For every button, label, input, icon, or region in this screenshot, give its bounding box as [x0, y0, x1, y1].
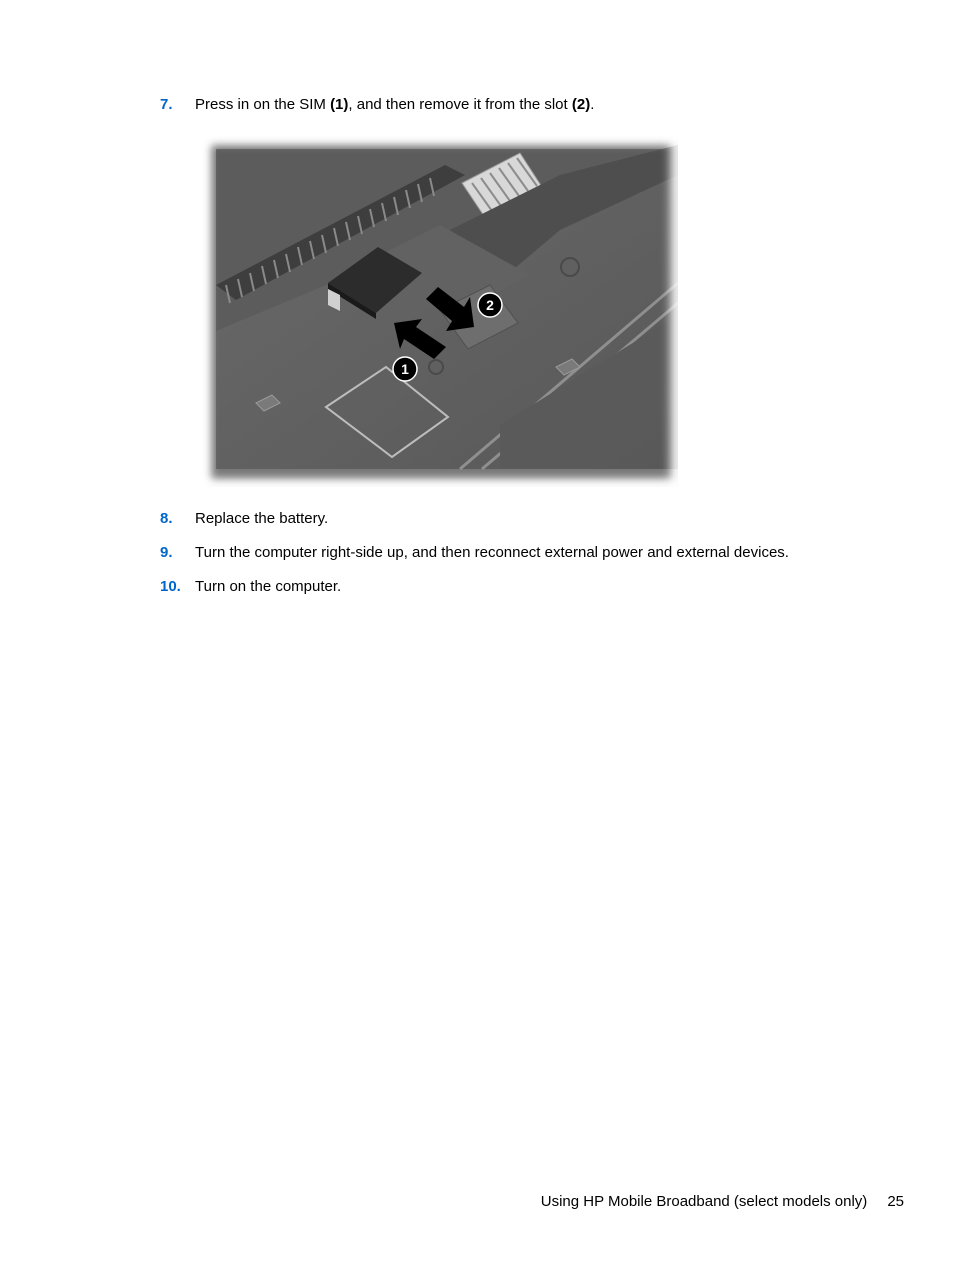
- svg-text:2: 2: [486, 297, 494, 313]
- step-number: 7.: [160, 96, 173, 113]
- step-text: [195, 96, 594, 114]
- step-text-part: .: [590, 96, 595, 113]
- step-text-part: Press in on the SIM: [195, 96, 331, 113]
- svg-text:1: 1: [401, 361, 409, 377]
- page-footer: [541, 1193, 904, 1211]
- step-text: Replace the battery.: [195, 510, 329, 527]
- sim-removal-illustration: [200, 135, 678, 487]
- step-text-part: , and then remove it from the slot: [348, 96, 572, 113]
- footer-title: Using HP Mobile Broadband (select models only): [540, 1193, 868, 1210]
- callout-2: [478, 293, 502, 317]
- step-number: 8.: [160, 510, 173, 527]
- step-number: 10.: [160, 578, 181, 595]
- illustration-svg: [200, 135, 678, 487]
- step-text: Turn the computer right-side up, and then reconnect external power and external devices.: [195, 544, 789, 561]
- step-number: 9.: [160, 544, 173, 561]
- callout-ref-1: (1): [330, 96, 349, 113]
- page-number: 25: [887, 1193, 904, 1210]
- callout-ref-2: (2): [571, 96, 591, 113]
- callout-1: [393, 357, 417, 381]
- step-text: Turn on the computer.: [195, 578, 342, 595]
